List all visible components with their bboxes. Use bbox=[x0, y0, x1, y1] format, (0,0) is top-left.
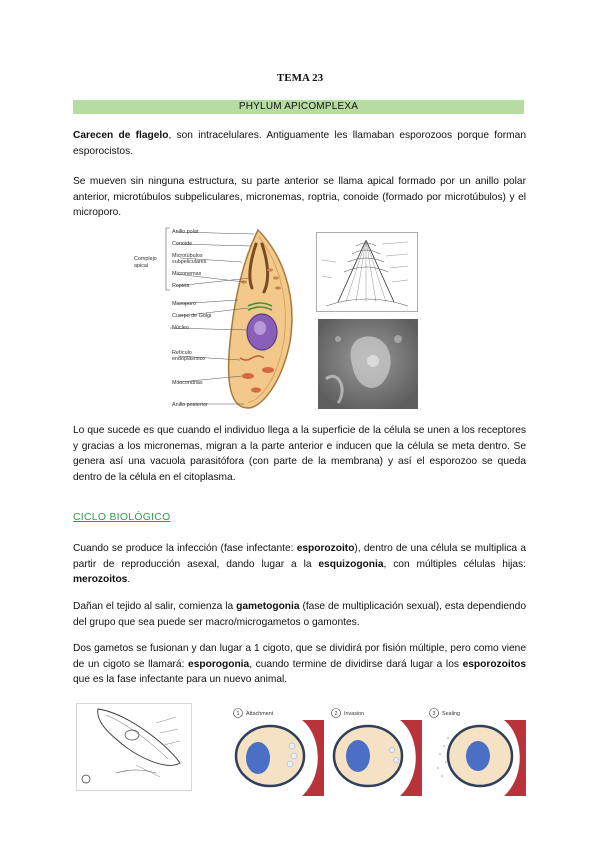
text-run: Dañan el tejido al salir, comienza la bbox=[73, 601, 237, 612]
term-esquizogonia: esquizogonia bbox=[318, 558, 384, 570]
text-run: Cuando se produce la infección (fase infectante: bbox=[73, 543, 297, 554]
cell-label: Roptria bbox=[172, 283, 190, 289]
term-esporozoito: esporozoito bbox=[296, 543, 355, 554]
cell-label: Retículo bbox=[172, 350, 192, 356]
cell-label: subpeliculares bbox=[172, 259, 207, 265]
cell-label: Cuerpo de Golgi bbox=[172, 313, 212, 319]
step-number: 2 bbox=[334, 711, 338, 717]
step-label: Sealing bbox=[442, 711, 460, 717]
text-run: . bbox=[127, 574, 131, 585]
text-run: (fase de multiplicación sexual), esta dependiendo del grupo que sea puede ser macro/microgametos o gamontes. bbox=[73, 601, 526, 628]
cell-label: Conoide bbox=[172, 241, 193, 247]
cell-label: Anillo posterior bbox=[172, 402, 208, 408]
term-esporozoitos: esporozoitos bbox=[462, 658, 526, 670]
cycle-paragraph-2 bbox=[73, 599, 526, 630]
text-run: ), dentro de una célula se multiplica a partir de reproducción asexal, dando lugar a la bbox=[73, 543, 526, 570]
invasion-sequence-diagram bbox=[232, 706, 528, 800]
cell-label: Micronemas bbox=[172, 271, 202, 277]
intro-bold: Carecen de flagelo bbox=[73, 130, 169, 141]
mitochondrion bbox=[251, 387, 261, 392]
nucleolus bbox=[254, 321, 266, 335]
micrograph-photo bbox=[318, 319, 418, 409]
section-title-bar: PHYLUM APICOMPLEXA bbox=[73, 100, 524, 114]
cell-label-complex-2: apical bbox=[134, 263, 149, 269]
cell-label: Mitocondrias bbox=[172, 380, 203, 386]
invasion-paragraph: Lo que sucede es que cuando el individuo llega a la superficie de la célula se unen a los receptores y gracias a los micronemas, migran a la parte anterior e inducen que la célula se meta dentro. Se genera así una vacuola parasitófora (con parte de la membrana) y así el esporozoo se queda dentro de la célula en el citoplasma. bbox=[73, 425, 526, 483]
mitochondrion bbox=[262, 367, 274, 373]
step-label: Invasion bbox=[344, 711, 365, 717]
invasion-step-1 bbox=[234, 709, 325, 797]
step-label: Attachment bbox=[246, 711, 274, 717]
structure-paragraph: Se mueven sin ninguna estructura, su parte anterior se llama apical formado por un anillo polar anterior, microtúbulos subpeliculares, micronemas, roptria, conoide (formado por microtúbulos) y el microporo. bbox=[73, 176, 526, 218]
cell-label: Microporo bbox=[172, 301, 196, 307]
text-run: , cuando termine de dividirse dará lugar a los bbox=[249, 658, 463, 670]
text-run: , con múltiples células hijas: bbox=[383, 558, 526, 570]
term-esporogonia: esporogonia bbox=[188, 658, 250, 670]
text-run: que es la fase infectante para un nuevo animal. bbox=[73, 674, 288, 685]
mitochondrion bbox=[242, 373, 254, 379]
intro-paragraph bbox=[73, 128, 526, 159]
apicomplexa-cell-diagram bbox=[130, 222, 310, 412]
text-run: Dos gametos se fusionan y dan lugar a 1 cigoto, que se dividirá por fisión múltiple, pero como viene de un cigoto se llamará: bbox=[73, 643, 526, 670]
step-number: 1 bbox=[236, 711, 240, 717]
cycle-heading[interactable]: CICLO BIOLÓGICO bbox=[73, 512, 171, 523]
invasion-step-2 bbox=[332, 709, 423, 797]
cycle-paragraph-3 bbox=[73, 641, 526, 688]
cell-label: Microtúbulos bbox=[172, 253, 203, 259]
cell-label: Núcleo bbox=[172, 325, 189, 331]
term-gametogonia: gametogonia bbox=[236, 601, 300, 612]
sporozoite-drawing bbox=[76, 703, 192, 791]
cycle-paragraph-1 bbox=[73, 541, 526, 588]
apical-complex-drawing bbox=[316, 232, 418, 312]
step-number: 3 bbox=[432, 711, 436, 717]
term-merozoitos: merozoitos bbox=[73, 574, 128, 585]
intro-text: , son intracelulares. Antiguamente les llamaban esporozoos porque forman esporocistos. bbox=[73, 130, 526, 157]
invasion-step-3 bbox=[430, 709, 527, 797]
cell-label: Anillo polar bbox=[172, 229, 199, 235]
cell-label: endoplásmico bbox=[172, 356, 206, 362]
page-title: TEMA 23 bbox=[276, 72, 324, 84]
cell-label-complex: Complejo bbox=[134, 256, 157, 262]
